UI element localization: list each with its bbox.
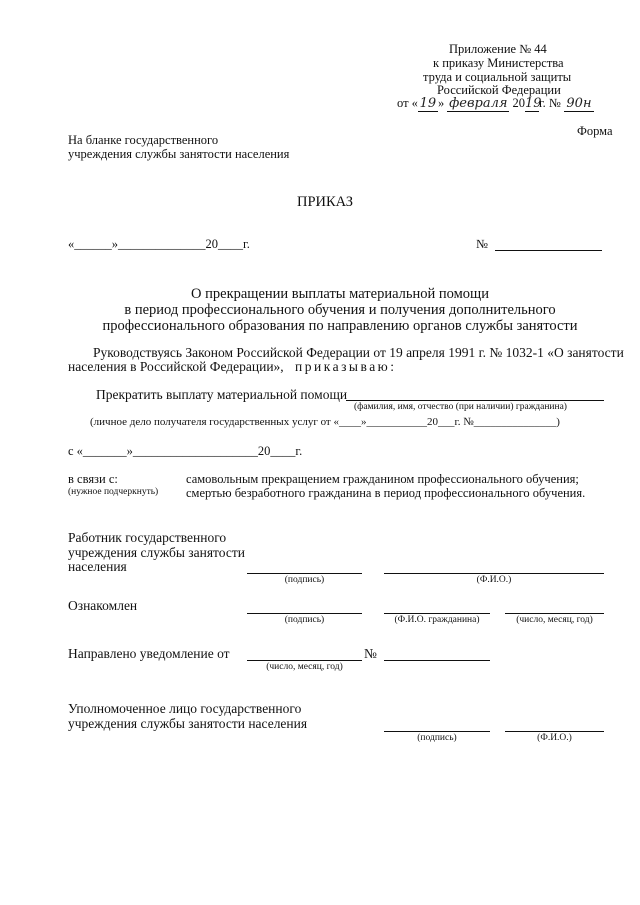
case-file-field[interactable]: (личное дело получателя государственных услуг от «____»___________20___г. №_______________) [90,416,560,428]
order-number: 90н [564,96,594,112]
preamble-order-word: приказываю: [295,359,397,374]
notification-date-field[interactable] [247,660,362,661]
acknowledged-date-caption: (число, месяц, год) [516,615,593,625]
appendix-line-1: Приложение № 44 [449,42,547,56]
employee-line-2: учреждения службы занятости [68,545,245,560]
preamble-line-1: Руководствуясь Законом Российской Федерации от 19 апреля 1991 г. № 1032-1 «О занятости [93,345,624,360]
order-number-field[interactable] [495,250,602,251]
employee-name-caption: (Ф.И.О.) [476,575,512,585]
letterhead-line-1: На бланке государственного [68,133,219,147]
acknowledged-signature-field[interactable] [247,613,362,614]
employee-name-field[interactable] [384,573,604,574]
authorized-signature-caption: (подпись) [417,733,457,743]
appendix-line-4: Российской Федерации [437,83,561,97]
notification-label: Направлено уведомление от [68,646,230,661]
authorized-line-1: Уполномоченное лицо государственного [68,701,302,716]
form-label: Форма [577,124,613,138]
subject-line-2: в период профессионального обучения и получения дополнительного [124,302,556,318]
acknowledged-date-field[interactable] [505,613,604,614]
authorized-name-caption: (Ф.И.О.) [537,733,572,743]
date-suffix: г. № [538,96,561,110]
employee-line-1: Работник государственного [68,530,227,545]
preamble-law-name: населения в Российской Федерации», [68,359,284,374]
date-month: февраля [449,96,508,111]
notification-number-field[interactable] [384,660,490,661]
subject-line-1: О прекращении выплаты материальной помощи [191,286,489,302]
acknowledged-label: Ознакомлен [68,598,138,613]
citizen-name-field[interactable] [346,400,604,401]
subject-line-3: профессионального образования по направлению органов службы занятости [102,318,578,334]
date-prefix: от « [397,96,418,110]
reason-note: (нужное подчеркнуть) [68,487,159,497]
reason-label: в связи с: [68,472,118,486]
employee-signature-field[interactable] [247,573,362,574]
page-title: ПРИКАЗ [296,194,354,210]
order-date-field[interactable]: «______»______________20____г. [68,237,250,251]
employee-signature-caption: (подпись) [284,575,325,585]
citizen-fio-caption: (Ф.И.О. гражданина) [394,615,480,625]
order-number-label: № [476,237,488,251]
reason-option-2[interactable]: смертью безработного гражданина в период профессионального обучения. [186,486,586,500]
employee-line-3: населения [68,559,127,574]
date-mid: » [437,96,445,110]
acknowledged-signature-caption: (подпись) [284,615,325,625]
citizen-name-caption: (фамилия, имя, отчество (при наличии) гражданина) [354,402,567,412]
letterhead-line-2: учреждения службы занятости населения [68,147,290,161]
appendix-date-line [397,96,594,112]
preamble-line-2 [68,359,397,375]
date-year-prefix: 20 [512,96,525,110]
authorized-signature-field[interactable] [384,731,490,732]
notification-number-label: № [364,646,377,661]
appendix-line-3: труда и социальной защиты [423,70,572,84]
appendix-line-2: к приказу Министерства [433,56,564,70]
authorized-name-field[interactable] [505,731,604,732]
from-date-field[interactable]: с «_______»____________________20____г. [68,444,303,458]
date-day: 19 [419,96,437,111]
authorized-line-2: учреждения службы занятости населения [68,716,308,731]
date-year: 19 [524,96,542,111]
citizen-fio-field[interactable] [384,613,490,614]
notification-date-caption: (число, месяц, год) [266,662,343,672]
reason-option-1[interactable]: самовольным прекращением гражданином профессионального обучения; [186,472,579,486]
stop-payment-label: Прекратить выплату материальной помощи [96,387,348,402]
